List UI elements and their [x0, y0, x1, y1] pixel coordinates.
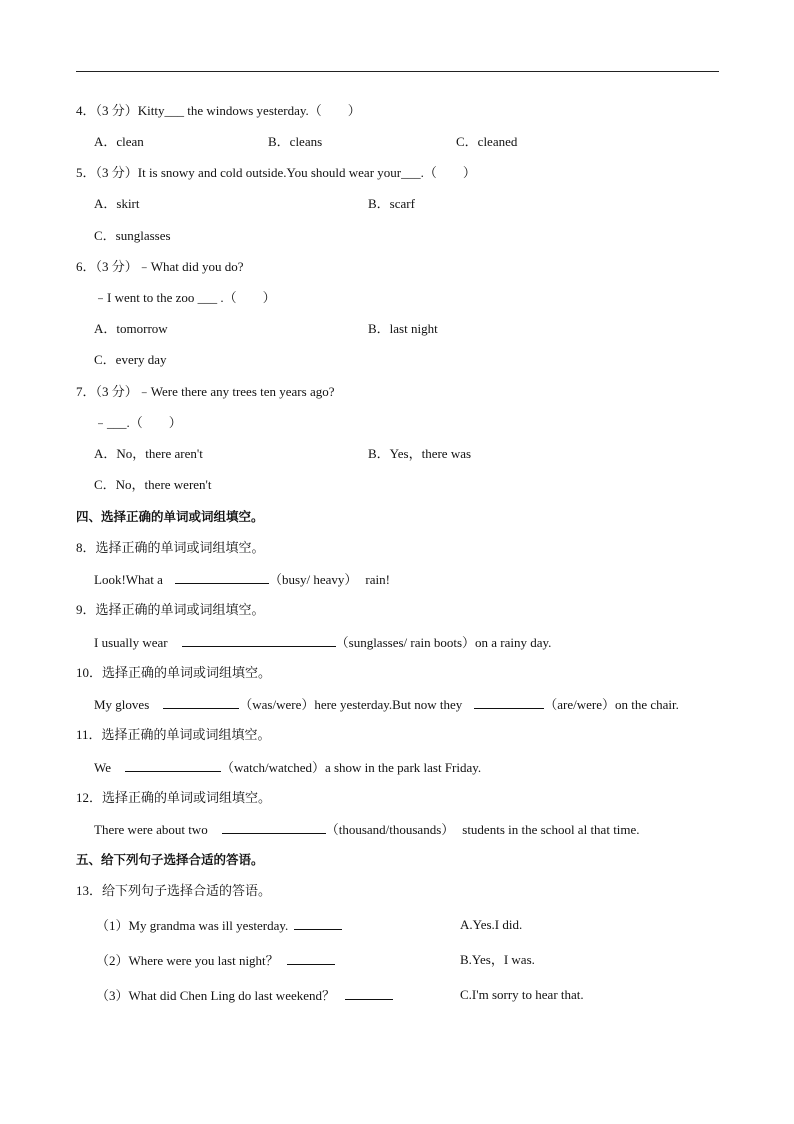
q10-answer-blank-1[interactable] [163, 696, 239, 709]
q7-stem: 7．（3 分）﹣Were there any trees ten years ago? [76, 384, 335, 399]
q13-answer-a: A.Yes.I did. [460, 917, 523, 932]
section-4-title: 四、选择正确的单词或词组填空。 [76, 509, 264, 524]
q8-options: （busy/ heavy） [268, 572, 358, 587]
q12-answer-blank[interactable] [222, 821, 326, 834]
q8-prefix: Look!What a [94, 572, 163, 587]
q13-answer-b: B.Yes，I was. [460, 952, 535, 967]
q6-line2: ﹣I went to the zoo ___ .（ ） [94, 290, 276, 305]
q8-answer-blank[interactable] [175, 571, 269, 584]
q11-sentence [94, 759, 481, 776]
q10-prefix: My gloves [94, 697, 150, 712]
q12-suffix: students in the school al that time. [462, 822, 640, 837]
q12-number: 12．选择正确的单词或词组填空。 [76, 790, 272, 805]
q9-prefix: I usually wear [94, 635, 168, 650]
q10-options-1: （was/were）here yesterday.But now they [239, 697, 463, 712]
q13-item-3 [96, 987, 393, 1004]
q5-stem: 5．（3 分）It is snowy and cold outside.You should wear your___.（ ） [76, 165, 476, 180]
q6-option-b[interactable]: B．last night [368, 321, 438, 336]
q11-number: 11．选择正确的单词或词组填空。 [76, 727, 271, 742]
q5-option-b[interactable]: B．scarf [368, 196, 415, 211]
q5-option-a[interactable]: A．skirt [94, 196, 140, 211]
q13-item-3-question: （3）What did Chen Ling do last weekend？ [96, 988, 336, 1003]
q7-option-a[interactable]: A．No，there aren't [94, 446, 203, 461]
q9-options: （sunglasses/ rain boots）on a rainy day. [335, 635, 552, 650]
q12-options: （thousand/thousands） [325, 822, 455, 837]
q11-answer-blank[interactable] [125, 759, 221, 772]
q13-answer-c: C.I'm sorry to hear that. [460, 987, 584, 1002]
q7-option-b[interactable]: B．Yes，there was [368, 446, 472, 461]
q10-answer-blank-2[interactable] [474, 696, 544, 709]
q10-number: 10．选择正确的单词或词组填空。 [76, 665, 272, 680]
q12-prefix: There were about two [94, 822, 208, 837]
q10-options-2: （are/were）on the chair. [544, 697, 679, 712]
q11-options: （watch/watched）a show in the park last Friday. [221, 760, 482, 775]
q6-stem: 6．（3 分）﹣What did you do? [76, 259, 244, 274]
q9-sentence [94, 634, 551, 651]
q5-option-c[interactable]: C．sunglasses [94, 228, 171, 243]
q13-item-1-question: （1）My grandma was ill yesterday. [96, 918, 289, 933]
q6-option-c[interactable]: C．every day [94, 352, 167, 367]
q8-sentence [94, 571, 390, 588]
q7-option-c[interactable]: C．No，there weren't [94, 477, 212, 492]
q6-option-a[interactable]: A．tomorrow [94, 321, 168, 336]
section-5-title: 五、给下列句子选择合适的答语。 [76, 852, 264, 867]
q4-option-a[interactable]: A．clean [94, 134, 144, 149]
q7-line2: ﹣___.（ ） [94, 415, 182, 430]
q13-item-3-blank[interactable] [345, 987, 393, 1000]
q4-option-b[interactable]: B．cleans [268, 134, 323, 149]
q13-item-2-question: （2）Where were you last night？ [96, 953, 279, 968]
q8-number: 8．选择正确的单词或词组填空。 [76, 540, 265, 555]
q13-item-1 [96, 917, 342, 934]
q11-prefix: We [94, 760, 111, 775]
q4-stem: 4．（3 分）Kitty___ the windows yesterday.（ ） [76, 103, 361, 118]
header-rule [76, 71, 719, 72]
q9-answer-blank[interactable] [182, 634, 336, 647]
q9-number: 9．选择正确的单词或词组填空。 [76, 602, 265, 617]
q13-item-1-blank[interactable] [294, 917, 342, 930]
q4-option-c[interactable]: C．cleaned [456, 134, 518, 149]
q12-sentence [94, 821, 640, 838]
q13-item-2-blank[interactable] [287, 952, 335, 965]
q13-item-2 [96, 952, 335, 969]
q13-number: 13．给下列句子选择合适的答语。 [76, 883, 272, 898]
q10-sentence [94, 696, 679, 713]
q8-suffix: rain! [365, 572, 390, 587]
